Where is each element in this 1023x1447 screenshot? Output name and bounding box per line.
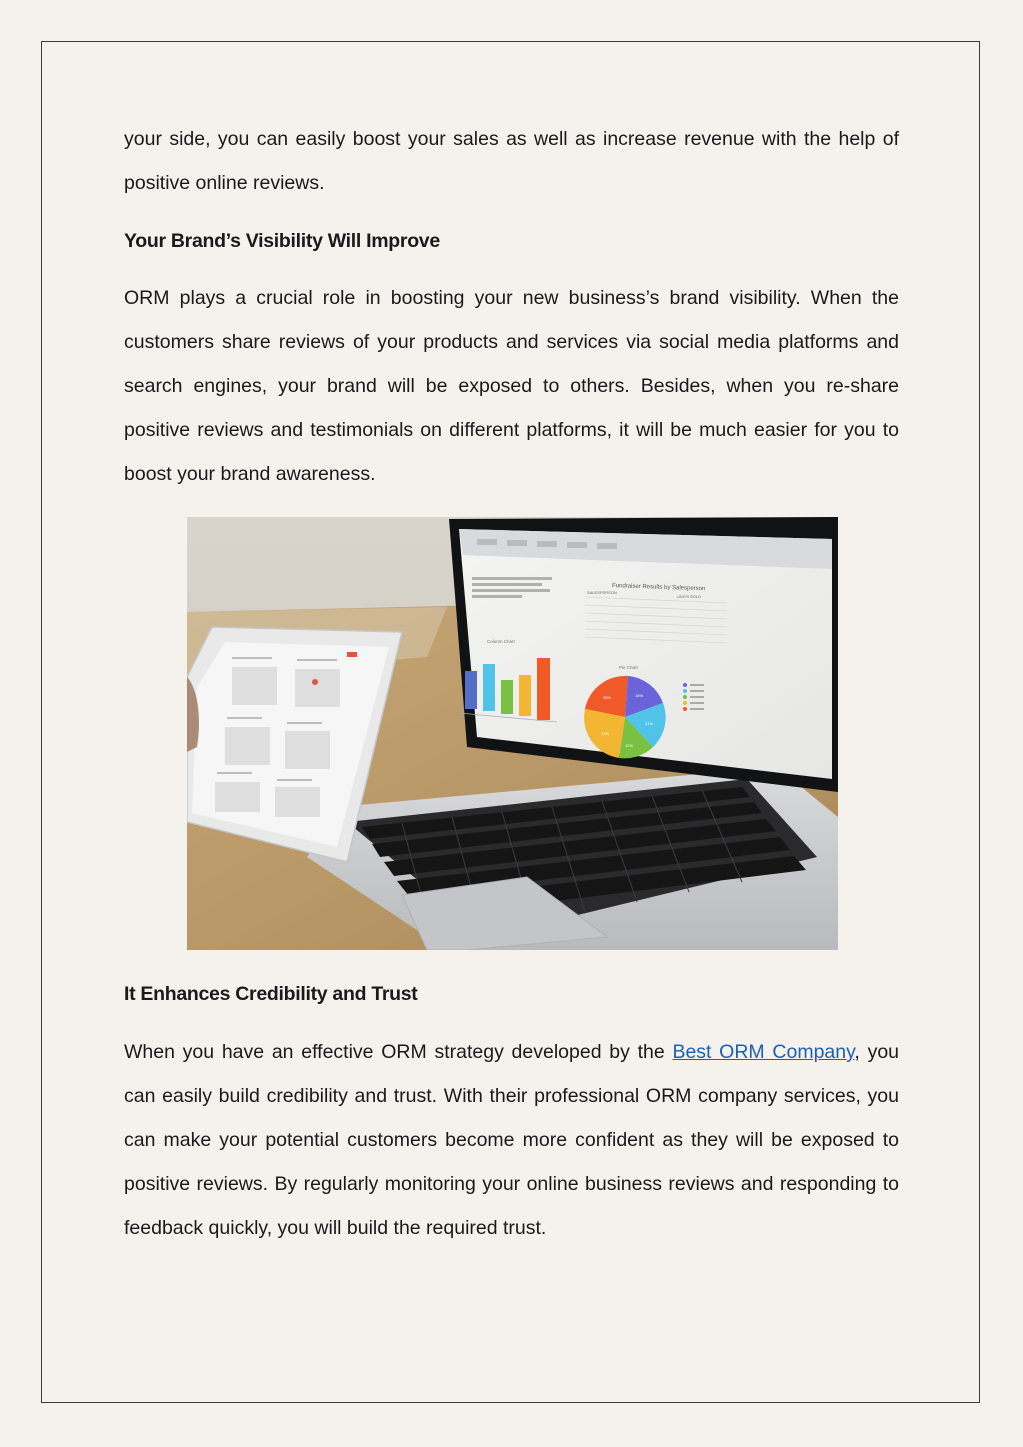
bar-2 <box>483 664 495 711</box>
screen-col-salesperson: SALESPERSON <box>587 590 617 595</box>
credibility-text-end: , you can easily build credibility and trust. With their professional ORM company services, you can make your potential customers become more confident as they will be exposed to positive reviews. By regularly monitoring your online business reviews and responding to feedback quickly, you will build the required trust. <box>124 1041 900 1239</box>
pie-label-3: 21% <box>645 721 654 726</box>
heading-credibility-trust: It Enhances Credibility and Trust <box>124 983 418 1005</box>
credibility-text-start: When you have an effective ORM strategy developed by the <box>124 1041 673 1063</box>
paragraph-credibility <box>124 1030 899 1250</box>
screen-chart-heading: Fundraiser Results by Salesperson <box>611 583 706 593</box>
pie-chart-title: Pie Chart <box>619 665 638 670</box>
pie-label-2: 18% <box>635 693 644 698</box>
best-orm-company-link[interactable]: Best ORM Company <box>672 1041 855 1063</box>
pie-label-5: 13% <box>601 731 610 736</box>
laptop-tablet-photo <box>187 517 838 950</box>
column-chart-title: Column Chart <box>487 639 515 644</box>
bar-3 <box>501 680 513 714</box>
paragraph-brand-visibility: ORM plays a crucial role in boosting your new business’s brand visibility. When the customers share reviews of your products and services via social media platforms and search engines, your brand will be exposed to others. Besides, when you re-share positive reviews and testimonials on different platforms, it will be much easier for you to boost your brand awareness. <box>124 287 899 485</box>
pie-label-1: 28% <box>603 695 612 700</box>
pie-label-4: 12% <box>625 743 634 748</box>
bar-1 <box>465 671 477 709</box>
screen-col-units: UNITS SOLD <box>677 594 702 599</box>
heading-brand-visibility: Your Brand’s Visibility Will Improve <box>124 230 440 252</box>
bar-4 <box>519 675 531 716</box>
bar-5 <box>537 658 550 720</box>
paragraph-intro-continuation: your side, you can easily boost your sales as well as increase revenue with the help of positive online reviews. <box>124 128 899 194</box>
pie-chart <box>584 676 665 758</box>
